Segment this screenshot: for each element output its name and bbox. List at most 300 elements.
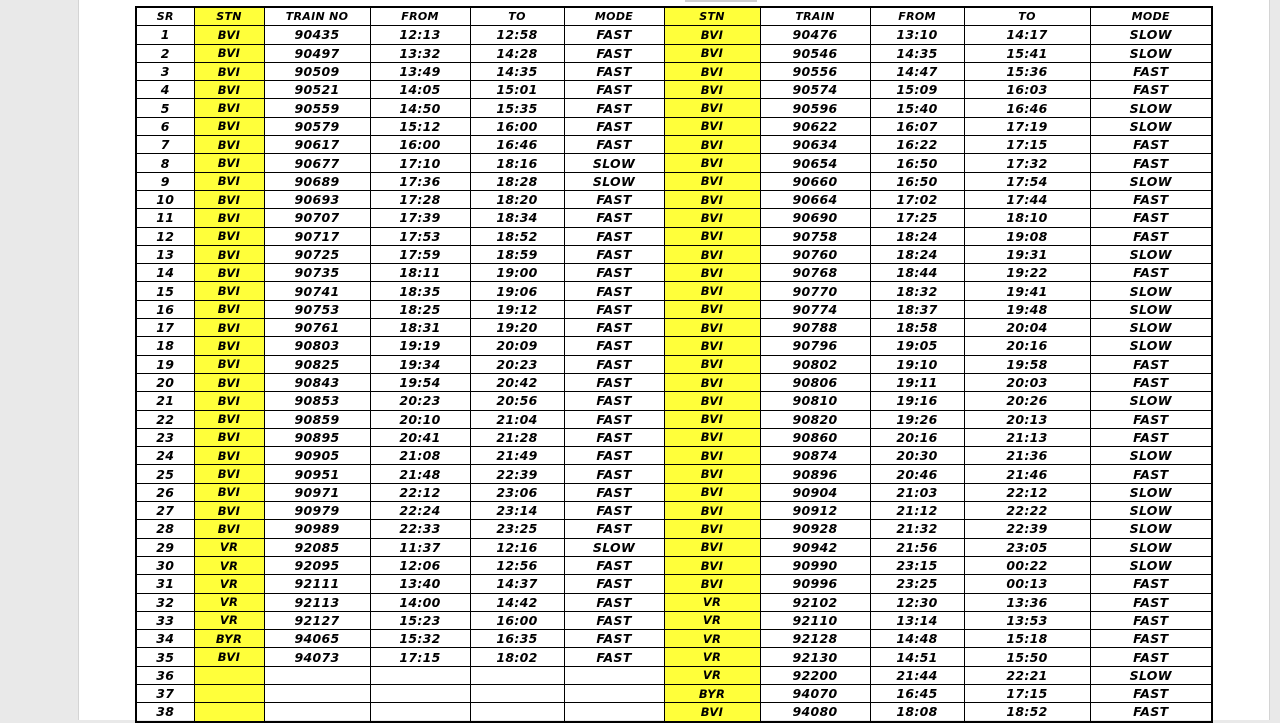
cell-from-left: 12:13 — [370, 26, 470, 44]
cell-to-left: 15:01 — [470, 81, 564, 99]
cell-to-right: 16:03 — [964, 81, 1090, 99]
header-from-right: FROM — [870, 7, 964, 26]
cell-stn-right: BVI — [664, 373, 760, 391]
cell-mode-right: SLOW — [1090, 99, 1212, 117]
cell-from-left: 11:37 — [370, 538, 470, 556]
cell-stn-left: BVI — [194, 245, 264, 263]
cell-stn-left: BVI — [194, 410, 264, 428]
cell-from-left: 14:05 — [370, 81, 470, 99]
cell-mode-left: FAST — [564, 611, 664, 629]
cell-to-left: 14:37 — [470, 575, 564, 593]
cell-mode-right: FAST — [1090, 684, 1212, 702]
table-row — [136, 703, 1212, 722]
table-row — [136, 62, 1212, 80]
cell-sr: 6 — [136, 117, 194, 135]
cell-to-left: 15:35 — [470, 99, 564, 117]
cell-sr: 7 — [136, 136, 194, 154]
cell-stn-left: BVI — [194, 227, 264, 245]
cell-mode-right: SLOW — [1090, 319, 1212, 337]
cell-stn-right: BVI — [664, 44, 760, 62]
cell-from-right: 18:32 — [870, 282, 964, 300]
cell-sr: 4 — [136, 81, 194, 99]
cell-train-no: 90753 — [264, 300, 370, 318]
cell-mode-left — [564, 703, 664, 722]
cell-stn-left: BVI — [194, 355, 264, 373]
cell-train: 90874 — [760, 447, 870, 465]
cell-from-left: 22:24 — [370, 502, 470, 520]
cell-from-left: 13:32 — [370, 44, 470, 62]
cell-to-left: 23:25 — [470, 520, 564, 538]
cell-to-left: 16:00 — [470, 117, 564, 135]
cell-from-right: 13:10 — [870, 26, 964, 44]
cell-mode-left: SLOW — [564, 172, 664, 190]
table-row — [136, 648, 1212, 666]
cell-from-right: 12:30 — [870, 593, 964, 611]
cell-mode-right: SLOW — [1090, 26, 1212, 44]
cell-stn-right: BVI — [664, 575, 760, 593]
cell-to-right: 22:22 — [964, 502, 1090, 520]
cell-mode-left: FAST — [564, 62, 664, 80]
cell-sr: 15 — [136, 282, 194, 300]
cell-stn-left: BVI — [194, 44, 264, 62]
cell-mode-right: SLOW — [1090, 117, 1212, 135]
cell-to-left: 18:16 — [470, 154, 564, 172]
cell-train: 90788 — [760, 319, 870, 337]
cell-mode-left: FAST — [564, 190, 664, 208]
cell-to-left: 21:49 — [470, 447, 564, 465]
table-row — [136, 502, 1212, 520]
cell-stn-left: BVI — [194, 26, 264, 44]
cell-mode-right: FAST — [1090, 154, 1212, 172]
cell-mode-right: FAST — [1090, 81, 1212, 99]
cell-from-left: 17:59 — [370, 245, 470, 263]
cell-from-right: 19:26 — [870, 410, 964, 428]
cell-stn-right: BVI — [664, 392, 760, 410]
cell-to-left: 18:02 — [470, 648, 564, 666]
header-to-left: TO — [470, 7, 564, 26]
cell-to-left: 18:34 — [470, 209, 564, 227]
cell-sr: 10 — [136, 190, 194, 208]
cell-to-left: 19:20 — [470, 319, 564, 337]
cell-stn-right: BVI — [664, 227, 760, 245]
cell-from-right: 19:10 — [870, 355, 964, 373]
cell-train: 90596 — [760, 99, 870, 117]
table-row — [136, 355, 1212, 373]
cell-mode-right: FAST — [1090, 593, 1212, 611]
cell-to-left: 19:00 — [470, 264, 564, 282]
cell-stn-left: BVI — [194, 447, 264, 465]
cell-to-left: 16:00 — [470, 611, 564, 629]
cell-to-left: 19:06 — [470, 282, 564, 300]
cell-to-right: 17:32 — [964, 154, 1090, 172]
cell-mode-left: FAST — [564, 428, 664, 446]
cell-train: 90774 — [760, 300, 870, 318]
cell-to-right: 15:18 — [964, 630, 1090, 648]
cell-train-no: 90853 — [264, 392, 370, 410]
cell-sr: 14 — [136, 264, 194, 282]
table-row — [136, 373, 1212, 391]
cell-stn-right: VR — [664, 611, 760, 629]
cell-stn-left: BVI — [194, 62, 264, 80]
table-row — [136, 44, 1212, 62]
cell-from-left: 14:00 — [370, 593, 470, 611]
cell-stn-left: BVI — [194, 99, 264, 117]
cell-from-right: 14:51 — [870, 648, 964, 666]
cell-sr: 17 — [136, 319, 194, 337]
cell-train: 90654 — [760, 154, 870, 172]
cell-to-right: 19:48 — [964, 300, 1090, 318]
cell-from-right: 21:03 — [870, 483, 964, 501]
table-row — [136, 245, 1212, 263]
cell-from-left — [370, 703, 470, 722]
cell-from-left — [370, 684, 470, 702]
cell-train: 90768 — [760, 264, 870, 282]
cell-from-left: 18:31 — [370, 319, 470, 337]
cell-train-no — [264, 666, 370, 684]
table-row — [136, 666, 1212, 684]
cell-from-left: 17:15 — [370, 648, 470, 666]
cell-from-right: 21:56 — [870, 538, 964, 556]
cell-mode-right: SLOW — [1090, 502, 1212, 520]
cell-mode-left: FAST — [564, 117, 664, 135]
cell-train: 92102 — [760, 593, 870, 611]
cell-mode-right: SLOW — [1090, 666, 1212, 684]
header-to-right: TO — [964, 7, 1090, 26]
cell-to-left: 18:28 — [470, 172, 564, 190]
cell-mode-right: FAST — [1090, 355, 1212, 373]
cell-sr: 9 — [136, 172, 194, 190]
cell-mode-right: FAST — [1090, 410, 1212, 428]
cell-train-no: 90989 — [264, 520, 370, 538]
cell-train-no — [264, 703, 370, 722]
cell-stn-right: VR — [664, 630, 760, 648]
cell-stn-left: BVI — [194, 428, 264, 446]
cell-stn-right: BVI — [664, 703, 760, 722]
cell-train: 90802 — [760, 355, 870, 373]
cell-from-right: 21:32 — [870, 520, 964, 538]
cell-from-right: 20:30 — [870, 447, 964, 465]
cell-mode-right: FAST — [1090, 428, 1212, 446]
cell-to-right: 15:50 — [964, 648, 1090, 666]
cell-to-right: 00:22 — [964, 556, 1090, 574]
cell-stn-right: BVI — [664, 538, 760, 556]
cell-stn-left: BVI — [194, 337, 264, 355]
cell-mode-right: FAST — [1090, 465, 1212, 483]
cell-sr: 11 — [136, 209, 194, 227]
table-row — [136, 538, 1212, 556]
cell-mode-right: FAST — [1090, 227, 1212, 245]
cell-mode-right: FAST — [1090, 630, 1212, 648]
cell-stn-left: BVI — [194, 264, 264, 282]
cell-train: 94070 — [760, 684, 870, 702]
table-row — [136, 447, 1212, 465]
cell-stn-left: BVI — [194, 520, 264, 538]
cell-from-left: 15:23 — [370, 611, 470, 629]
cell-to-left: 21:04 — [470, 410, 564, 428]
cell-stn-right: BVI — [664, 264, 760, 282]
cell-to-right: 15:36 — [964, 62, 1090, 80]
cell-train-no: 94065 — [264, 630, 370, 648]
table-row — [136, 483, 1212, 501]
cell-mode-right: FAST — [1090, 209, 1212, 227]
table-row — [136, 154, 1212, 172]
cell-from-right: 18:08 — [870, 703, 964, 722]
cell-sr: 36 — [136, 666, 194, 684]
cell-train: 90546 — [760, 44, 870, 62]
cell-from-right: 19:11 — [870, 373, 964, 391]
cell-train-no: 90693 — [264, 190, 370, 208]
cell-mode-left: FAST — [564, 593, 664, 611]
cell-to-right: 18:10 — [964, 209, 1090, 227]
cell-mode-left: FAST — [564, 575, 664, 593]
cell-mode-right: SLOW — [1090, 337, 1212, 355]
cell-sr: 31 — [136, 575, 194, 593]
cell-train: 90810 — [760, 392, 870, 410]
cell-mode-left: FAST — [564, 245, 664, 263]
cell-stn-right: BVI — [664, 300, 760, 318]
cell-stn-right: BVI — [664, 465, 760, 483]
cell-train-no: 92095 — [264, 556, 370, 574]
cell-stn-left: BVI — [194, 502, 264, 520]
cell-to-left: 23:14 — [470, 502, 564, 520]
cell-sr: 33 — [136, 611, 194, 629]
cell-mode-right: SLOW — [1090, 556, 1212, 574]
cell-from-left: 22:33 — [370, 520, 470, 538]
cell-train-no: 90761 — [264, 319, 370, 337]
cell-to-right: 22:12 — [964, 483, 1090, 501]
cell-mode-right: SLOW — [1090, 392, 1212, 410]
cell-train-no: 90741 — [264, 282, 370, 300]
cell-train-no: 90825 — [264, 355, 370, 373]
cell-stn-right: BVI — [664, 447, 760, 465]
cell-from-right: 15:40 — [870, 99, 964, 117]
cell-train-no: 90803 — [264, 337, 370, 355]
cell-to-left: 12:56 — [470, 556, 564, 574]
cell-train-no: 90859 — [264, 410, 370, 428]
cell-from-right: 19:16 — [870, 392, 964, 410]
cell-to-left: 12:58 — [470, 26, 564, 44]
cell-mode-left: FAST — [564, 337, 664, 355]
cell-stn-right: BVI — [664, 556, 760, 574]
cell-mode-left: FAST — [564, 648, 664, 666]
cell-train-no: 92127 — [264, 611, 370, 629]
cell-from-left: 17:39 — [370, 209, 470, 227]
table-row — [136, 630, 1212, 648]
table-row — [136, 26, 1212, 44]
cell-to-right: 13:53 — [964, 611, 1090, 629]
cell-stn-right: VR — [664, 666, 760, 684]
cell-from-right: 17:02 — [870, 190, 964, 208]
header-row — [136, 7, 1212, 26]
cell-stn-left: BVI — [194, 373, 264, 391]
cell-to-left: 20:42 — [470, 373, 564, 391]
cell-from-left: 17:53 — [370, 227, 470, 245]
cell-to-left — [470, 684, 564, 702]
cell-to-right: 17:19 — [964, 117, 1090, 135]
cell-train: 90928 — [760, 520, 870, 538]
cell-from-right: 15:09 — [870, 81, 964, 99]
cell-stn-left: BVI — [194, 136, 264, 154]
cell-from-right: 18:24 — [870, 227, 964, 245]
cell-from-left: 14:50 — [370, 99, 470, 117]
table-row — [136, 209, 1212, 227]
cell-mode-left: FAST — [564, 26, 664, 44]
cell-stn-right: BVI — [664, 282, 760, 300]
cell-to-left: 18:52 — [470, 227, 564, 245]
cell-train-no: 90677 — [264, 154, 370, 172]
cell-train-no — [264, 684, 370, 702]
table-row — [136, 611, 1212, 629]
cell-stn-right: BVI — [664, 355, 760, 373]
table-row — [136, 337, 1212, 355]
cell-mode-left: SLOW — [564, 538, 664, 556]
cell-train-no: 90521 — [264, 81, 370, 99]
cell-from-left: 21:08 — [370, 447, 470, 465]
cell-train: 90690 — [760, 209, 870, 227]
cell-to-left: 18:20 — [470, 190, 564, 208]
header-mode-left: MODE — [564, 7, 664, 26]
cell-train: 92128 — [760, 630, 870, 648]
cell-to-right: 17:54 — [964, 172, 1090, 190]
cell-mode-right: SLOW — [1090, 282, 1212, 300]
cell-from-right: 21:12 — [870, 502, 964, 520]
train-timetable — [135, 6, 1213, 723]
cell-to-right: 21:36 — [964, 447, 1090, 465]
cell-from-right: 14:47 — [870, 62, 964, 80]
cell-mode-right: FAST — [1090, 62, 1212, 80]
cell-mode-right: SLOW — [1090, 520, 1212, 538]
cell-mode-right: SLOW — [1090, 300, 1212, 318]
cell-stn-left: VR — [194, 556, 264, 574]
cell-from-right: 17:25 — [870, 209, 964, 227]
cell-sr: 38 — [136, 703, 194, 722]
cell-train: 90912 — [760, 502, 870, 520]
header-from-left: FROM — [370, 7, 470, 26]
cell-sr: 29 — [136, 538, 194, 556]
cell-mode-left: FAST — [564, 81, 664, 99]
cell-train-no: 92113 — [264, 593, 370, 611]
cell-train: 90860 — [760, 428, 870, 446]
cell-stn-left: VR — [194, 611, 264, 629]
cell-sr: 34 — [136, 630, 194, 648]
cell-from-left: 13:40 — [370, 575, 470, 593]
cell-mode-right: FAST — [1090, 373, 1212, 391]
cell-to-right: 17:15 — [964, 684, 1090, 702]
cell-train-no: 90707 — [264, 209, 370, 227]
cell-mode-left: FAST — [564, 520, 664, 538]
cell-from-right: 21:44 — [870, 666, 964, 684]
cell-to-left: 14:28 — [470, 44, 564, 62]
cell-stn-left: BVI — [194, 392, 264, 410]
cell-from-left: 15:32 — [370, 630, 470, 648]
table-row — [136, 227, 1212, 245]
cell-train-no: 92085 — [264, 538, 370, 556]
cell-stn-right: BVI — [664, 483, 760, 501]
cell-from-right: 18:24 — [870, 245, 964, 263]
cell-to-right: 18:52 — [964, 703, 1090, 722]
cell-train-no: 94073 — [264, 648, 370, 666]
cell-from-right: 16:07 — [870, 117, 964, 135]
cell-to-right: 21:13 — [964, 428, 1090, 446]
cell-train: 90904 — [760, 483, 870, 501]
cell-train-no: 90435 — [264, 26, 370, 44]
cell-stn-left: BVI — [194, 282, 264, 300]
cell-mode-right: FAST — [1090, 703, 1212, 722]
cell-stn-left: BVI — [194, 465, 264, 483]
cell-to-left: 19:12 — [470, 300, 564, 318]
cell-train-no: 90895 — [264, 428, 370, 446]
cell-from-left: 13:49 — [370, 62, 470, 80]
cell-stn-left: VR — [194, 538, 264, 556]
cell-mode-left: FAST — [564, 227, 664, 245]
cell-mode-right: FAST — [1090, 648, 1212, 666]
cell-sr: 2 — [136, 44, 194, 62]
cell-stn-right: BVI — [664, 190, 760, 208]
cell-to-right: 16:46 — [964, 99, 1090, 117]
cell-train-no: 90979 — [264, 502, 370, 520]
cell-from-right: 20:46 — [870, 465, 964, 483]
cell-from-left: 19:19 — [370, 337, 470, 355]
cell-train-no: 90725 — [264, 245, 370, 263]
cell-stn-left: VR — [194, 593, 264, 611]
cell-from-left: 18:35 — [370, 282, 470, 300]
cell-train-no: 90843 — [264, 373, 370, 391]
cell-from-left: 12:06 — [370, 556, 470, 574]
table-row — [136, 99, 1212, 117]
cell-train-no: 90497 — [264, 44, 370, 62]
cell-from-left — [370, 666, 470, 684]
cell-stn-right: BVI — [664, 209, 760, 227]
cell-mode-left: FAST — [564, 447, 664, 465]
table-row — [136, 172, 1212, 190]
cell-from-left: 19:34 — [370, 355, 470, 373]
cell-to-right: 20:04 — [964, 319, 1090, 337]
cell-sr: 12 — [136, 227, 194, 245]
cell-mode-left: FAST — [564, 465, 664, 483]
cell-stn-left: BVI — [194, 154, 264, 172]
cell-mode-left: FAST — [564, 502, 664, 520]
table-row — [136, 190, 1212, 208]
cell-from-left: 17:28 — [370, 190, 470, 208]
cell-sr: 1 — [136, 26, 194, 44]
cell-from-right: 18:37 — [870, 300, 964, 318]
cell-stn-right: BVI — [664, 428, 760, 446]
cell-to-right: 22:39 — [964, 520, 1090, 538]
cell-to-right: 19:58 — [964, 355, 1090, 373]
cell-sr: 22 — [136, 410, 194, 428]
cell-from-left: 18:11 — [370, 264, 470, 282]
cell-mode-left — [564, 666, 664, 684]
cell-from-right: 20:16 — [870, 428, 964, 446]
cell-to-left: 23:06 — [470, 483, 564, 501]
cell-train: 90758 — [760, 227, 870, 245]
cell-stn-left — [194, 684, 264, 702]
cell-from-right: 16:50 — [870, 172, 964, 190]
cell-train-no: 90509 — [264, 62, 370, 80]
cell-train: 90942 — [760, 538, 870, 556]
cell-mode-right: FAST — [1090, 575, 1212, 593]
cell-to-right: 20:03 — [964, 373, 1090, 391]
cell-train: 90622 — [760, 117, 870, 135]
cell-from-right: 23:15 — [870, 556, 964, 574]
cell-stn-right: BVI — [664, 154, 760, 172]
document-page — [78, 0, 1270, 720]
cell-mode-right: SLOW — [1090, 172, 1212, 190]
cell-to-right: 20:13 — [964, 410, 1090, 428]
cell-to-left: 20:09 — [470, 337, 564, 355]
cell-mode-left: FAST — [564, 373, 664, 391]
cell-to-right: 20:16 — [964, 337, 1090, 355]
